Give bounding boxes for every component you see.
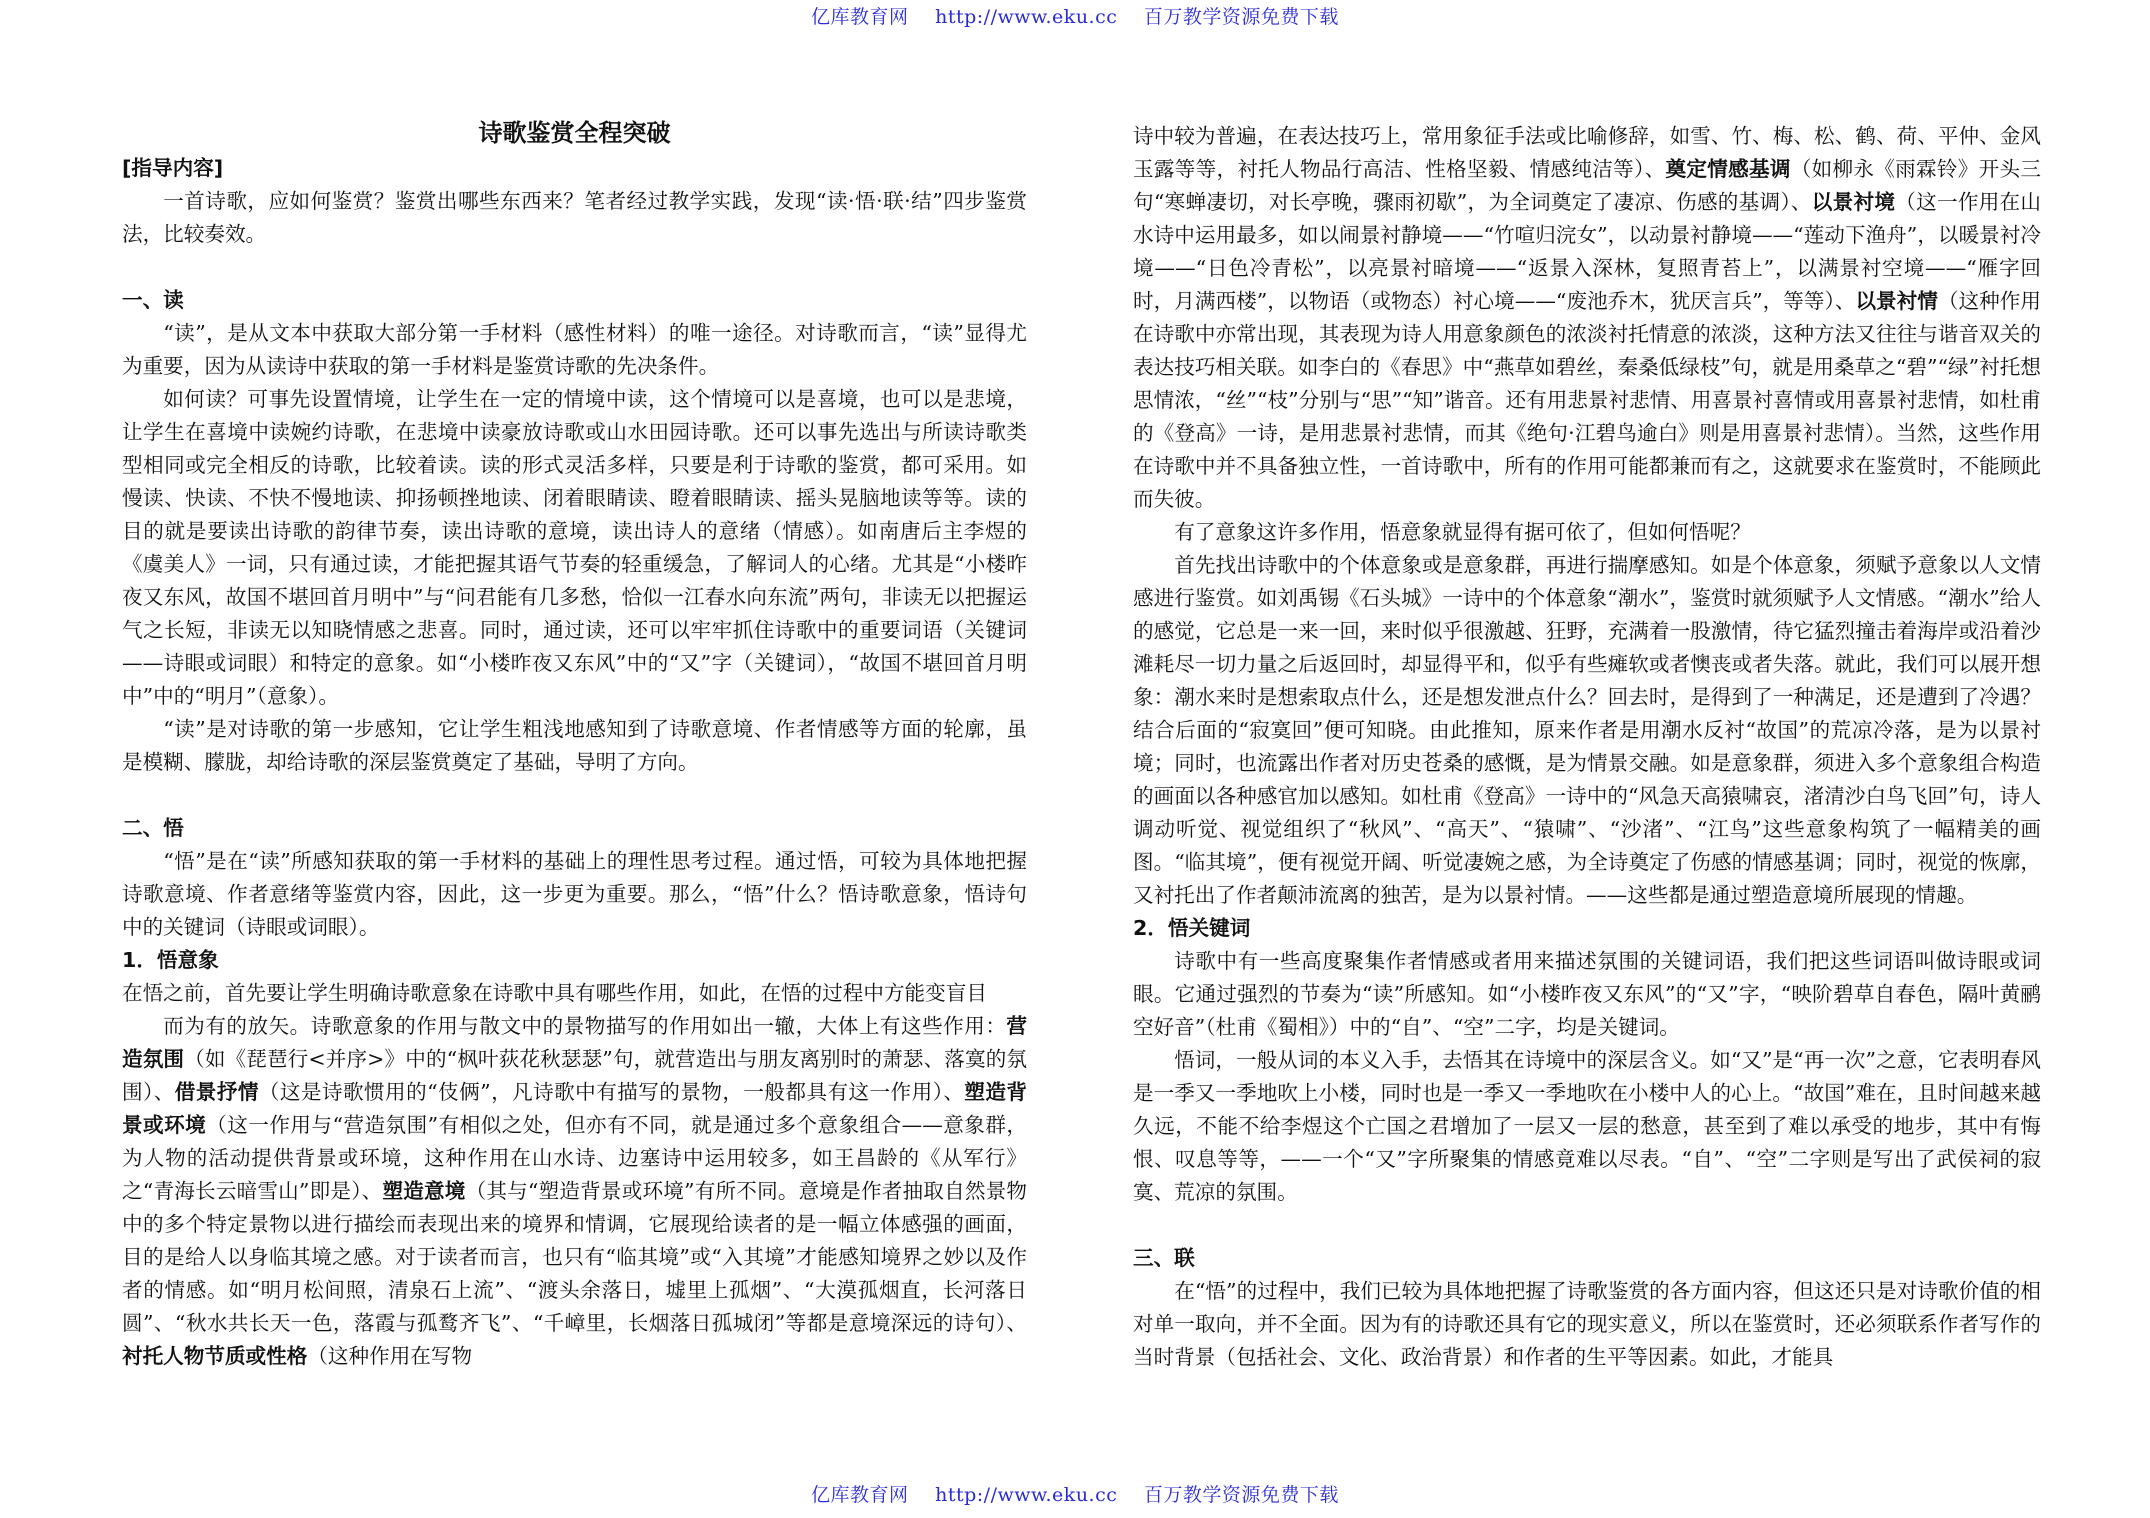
imagery-functions-paragraph: [122, 1010, 1027, 1373]
text-run: 而为有的放矢。诗歌意象的作用与散文中的景物描写的作用如出一辙，大体上有这些作用：: [163, 1014, 1007, 1038]
paragraph: 在悟之前，首先要让学生明确诗歌意象在诗歌中具有哪些作用，如此，在悟的过程中方能变盲目: [122, 981, 987, 1005]
spacer: [122, 251, 1027, 284]
section-realize-heading: 二、悟: [122, 816, 184, 840]
keyword: 塑造意境: [382, 1179, 466, 1203]
keyword: 塑造背景或环境: [122, 1080, 1028, 1137]
paragraph: 首先找出诗歌中的个体意象或是意象群，再进行揣摩感知。如是个体意象，须赋予意象以人文情感进行鉴赏。如刘禹锡《石头城》一诗中的个体意象“潮水”，鉴赏时就须赋予人文情感。“潮水”给人的感觉，它总是一来一回，来时似乎很激越、狂野，充满着一股激情，待它猛烈撞击着海岸或沿着沙滩耗尽一切力量之后返回时，却显得平和，似乎有些瘫软或者懊丧或者失落。就此，我们可以展开想象：潮水来时是想索取点什么，还是想发泄点什么？回去时，是得到了一种满足，还是遭到了冷遇？结合后面的“寂寞回”便可知晓。由此推知，原来作者是用潮水反衬“故国”的荒凉冷落，是为以景衬境；同时，也流露出作者对历史苍桑的感慨，是为情景交融。如是意象群，须进入多个意象组合构造的画面以各种感官加以感知。如杜甫《登高》一诗中的“风急天高猿啸哀，渚清沙白鸟飞回”句，诗人调动听觉、视觉组织了“秋风”、“高天”、“猿啸”、“沙渚”、“江鸟”这些意象构筑了一幅精美的画图。“临其境”，便有视觉开阔、听觉凄婉之感，为全诗奠定了伤感的情感基调；同时，视觉的恢廓，又衬托出了作者颠沛流离的独苦，是为以景衬情。——这些都是通过塑造意境所展现的情趣。: [1133, 553, 2041, 907]
intro-paragraph: 一首诗歌，应如何鉴赏？鉴赏出哪些东西来？笔者经过教学实践，发现“读·悟·联·结”四步鉴赏法，比较奏效。: [122, 189, 1027, 246]
left-column: [122, 116, 1027, 1373]
keyword: 以景衬境: [1811, 190, 1896, 214]
text-run: （这种作用在写物: [307, 1344, 473, 1368]
subsection-keyword-heading: 2．悟关键词: [1133, 916, 1251, 940]
imagery-functions-continued: [1133, 120, 2041, 516]
guide-heading: [指导内容]: [122, 156, 224, 180]
paragraph: “读”，是从文本中获取大部分第一手材料（感性材料）的唯一途径。对诗歌而言，“读”显得尤为重要，因为从读诗中获取的第一手材料是鉴赏诗歌的先决条件。: [122, 321, 1027, 378]
paragraph: 有了意象这许多作用，悟意象就显得有据可依了，但如何悟呢？: [1174, 520, 1751, 544]
section-connect-heading: 三、联: [1133, 1246, 1195, 1270]
footer-url[interactable]: http://www.eku.cc: [935, 1484, 1118, 1506]
text-run: （这是诗歌惯用的“伎俩”，凡诗歌中有描写的景物，一般都具有这一作用）、: [258, 1080, 965, 1104]
page-header: [0, 2, 2150, 29]
keyword: 营造氛围: [122, 1014, 1027, 1071]
text-run: 诗中较为普遍，在表达技巧上，常用象征手法或比喻修辞，如雪、竹、梅、松、鹤、荷、平仲、金风玉露等等，衬托人物品行高洁、性格坚毅、情感纯洁等）、: [1133, 124, 2041, 181]
right-column: [1133, 120, 2041, 1374]
paragraph: “悟”是在“读”所感知获取的第一手材料的基础上的理性思考过程。通过悟，可较为具体地把握诗歌意境、作者意绪等鉴赏内容，因此，这一步更为重要。那么，“悟”什么？悟诗歌意象，悟诗句中的关键词（诗眼或词眼）。: [122, 849, 1027, 939]
text-run: （其与“塑造背景或环境”有所不同。意境是作者抽取自然景物中的多个特定景物以进行描绘而表现出来的境界和情调，它展现给读者的是一幅立体感强的画面，目的是给人以身临其境之感。对于读者而言，也只有“临其境”或“入其境”才能感知境界之妙以及作者的情感。如“明月松间照，清泉石上流”、“渡头余落日，墟里上孤烟”、“大漠孤烟直，长河落日圆”、“秋水共长天一色，落霞与孤鹜齐飞”、“千嶂里，长烟落日孤城闭”等都是意境深远的诗句）、: [122, 1179, 1027, 1335]
keyword: 以景衬情: [1855, 289, 1938, 313]
text-run: （如柳永《雨霖铃》开头三句“寒蝉凄切，对长亭晚，骤雨初歇”，为全词奠定了凄凉、伤感的基调）、: [1133, 157, 2042, 214]
text-run: （这一作用在山水诗中运用最多，如以闹景衬静境——“竹喧归浣女”，以动景衬静境——“莲动下渔舟”，以暖景衬冷境——“日色冷青松”，以亮景衬暗境——“返景入深林，复照青苔上”，以满景衬空境——“雁字回时，月满西楼”，以物语（或物态）衬心境——“废池乔木，犹厌言兵”，等等）、: [1133, 190, 2042, 313]
header-slogan: 百万教学资源免费下载: [1143, 6, 1339, 28]
text-run: （这种作用在诗歌中亦常出现，其表现为诗人用意象颜色的浓淡衬托情意的浓淡，这种方法又往往与谐音双关的表达技巧相关联。如李白的《春思》中“燕草如碧丝，秦桑低绿枝”句，就是用桑草之“碧”“绿”衬托想思情浓，“丝”“枝”分别与“思”“知”谐音。还有用悲景衬悲情、用喜景衬喜情或用喜景衬悲情，如杜甫的《登高》一诗，是用悲景衬悲情，而其《绝句·江碧鸟逾白》则是用喜景衬悲情）。当然，这些作用在诗歌中并不具备独立性，一首诗歌中，所有的作用可能都兼而有之，这就要求在鉴赏时，不能顾此而失彼。: [1133, 289, 2042, 511]
header-url[interactable]: http://www.eku.cc: [935, 6, 1118, 28]
section-read-heading: 一、读: [122, 288, 184, 312]
keyword: 借景抒情: [174, 1080, 259, 1104]
page-footer: [0, 1480, 2150, 1507]
spacer: [122, 779, 1027, 812]
header-site: 亿库教育网: [811, 6, 909, 28]
paragraph: 悟词，一般从词的本义入手，去悟其在诗境中的深层含义。如“又”是“再一次”之意，它表明春风是一季又一季地吹上小楼，同时也是一季又一季地吹在小楼中人的心上。“故国”难在，且时间越来越久远，不能不给李煜这个亡国之君增加了一层又一层的愁意，甚至到了难以承受的地步，其中有悔恨、叹息等等，——一个“又”字所聚集的情感竟难以尽表。“自”、“空”二字则是写出了武侯祠的寂寞、荒凉的氛围。: [1133, 1048, 2041, 1204]
text-run: （这一作用与“营造氛围”有相似之处，但亦有不同，就是通过多个意象组合——意象群，为人物的活动提供背景或环境，这种作用在山水诗、边塞诗中运用较多，如王昌龄的《从军行》之“青海长云暗雪山”即是）、: [122, 1113, 1027, 1203]
keyword: 衬托人物节质或性格: [122, 1344, 308, 1368]
footer-site: 亿库教育网: [811, 1484, 909, 1506]
footer-slogan: 百万教学资源免费下载: [1143, 1484, 1339, 1506]
paragraph: 诗歌中有一些高度聚集作者情感或者用来描述氛围的关键词语，我们把这些词语叫做诗眼或词眼。它通过强烈的节奏为“读”所感知。如“小楼昨夜又东风”的“又”字，“映阶碧草自春色，隔叶黄鹂空好音”（杜甫《蜀相》）中的“自”、“空”二字，均是关键词。: [1133, 949, 2041, 1039]
subsection-imagery-heading: 1．悟意象: [122, 948, 219, 972]
paragraph: 如何读？可事先设置情境，让学生在一定的情境中读，这个情境可以是喜境，也可以是悲境，让学生在喜境中读婉约诗歌，在悲境中读豪放诗歌或山水田园诗歌。还可以事先选出与所读诗歌类型相同或完全相反的诗歌，比较着读。读的形式灵活多样，只要是利于诗歌的鉴赏，都可采用。如慢读、快读、不快不慢地读、抑扬顿挫地读、闭着眼睛读、瞪着眼睛读、摇头晃脑地读等等。读的目的就是要读出诗歌的韵律节奏，读出诗歌的意境，读出诗人的意绪（情感）。如南唐后主李煜的《虞美人》一词，只有通过读，才能把握其语气节奏的轻重缓急，了解词人的心绪。尤其是“小楼昨夜又东风，故国不堪回首月明中”与“问君能有几多愁，恰似一江春水向东流”两句，非读无以把握运气之长短，非读无以知晓情感之悲喜。同时，通过读，还可以牢牢抓住诗歌中的重要词语（关键词——诗眼或词眼）和特定的意象。如“小楼昨夜又东风”中的“又”字（关键词），“故国不堪回首月明中”中的“明月”（意象）。: [122, 387, 1027, 708]
spacer: [1133, 1209, 2041, 1242]
paragraph: “读”是对诗歌的第一步感知，它让学生粗浅地感知到了诗歌意境、作者情感等方面的轮廓，虽是模糊、朦胧，却给诗歌的深层鉴赏奠定了基础，导明了方向。: [122, 717, 1027, 774]
keyword: 奠定情感基调: [1665, 157, 1791, 181]
document-title: 诗歌鉴赏全程突破: [478, 119, 671, 147]
text-run: （如《琵琶行<并序>》中的“枫叶荻花秋瑟瑟”句，就营造出与朋友离别时的萧瑟、落寞的氛围）、: [122, 1047, 1027, 1104]
paragraph: 在“悟”的过程中，我们已较为具体地把握了诗歌鉴赏的各方面内容，但这还只是对诗歌价值的相对单一取向，并不全面。因为有的诗歌还具有它的现实意义，所以在鉴赏时，还必须联系作者写作的当时背景（包括社会、文化、政治背景）和作者的生平等因素。如此，才能具: [1133, 1279, 2041, 1369]
